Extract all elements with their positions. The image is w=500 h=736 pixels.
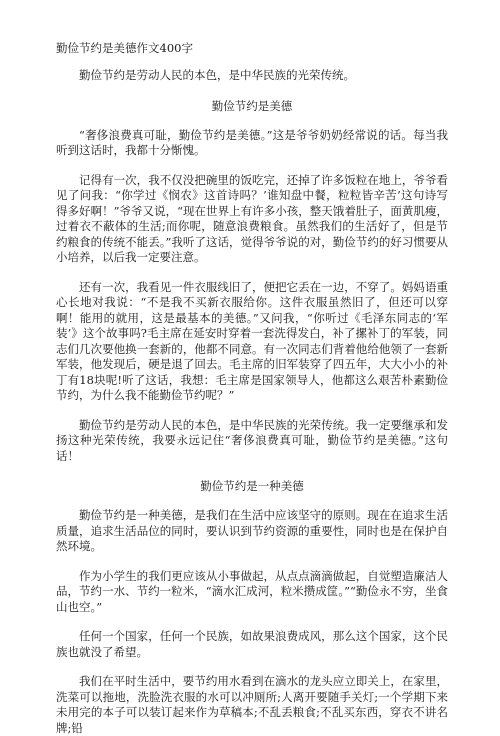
paragraph: 我们在平时生活中，要节约用水看到在滴水的龙头应立即关上，在家里，洗菜可以拖地，洗脸洗衣服的水可以冲厕所;人离开要随手关灯;一个学期下来未用完的本子可以装订起来作为草稿本;不乱丢粮食;不乱买东西，穿衣不讲名牌;铅: [56, 674, 448, 735]
paragraph: 勤俭节约是一种美德，是我们在生活中应该坚守的原则。现在在追求生活质量，追求生活品位的同时，要认识到节约资源的重要性，同时也是在保护自然环境。: [56, 508, 448, 553]
paragraph: 任何一个国家，任何一个民族，如故果浪费成风，那么这个国家，这个民族也就没了希望。: [56, 629, 448, 659]
document-title: 勤俭节约是美德作文400字: [56, 41, 193, 55]
paragraph: 勤俭节约是劳动人民的本色，是中华民族的光荣传统。: [79, 68, 355, 82]
paragraph: 还有一次，我看见一件衣服线旧了，便把它丢在一边，不穿了。妈妈语重心长地对我说：“不是我不买新衣服给你。这件衣服虽然旧了，但还可以穿啊！能用的就用，这是最基本的美德。”又问我，“你听过《毛泽东同志的‘军装’》这个故事吗?毛主席在延安时穿着一套洗得发白，补了摞补丁的军装，同志们几次要他换一套新的，他都不同意。有一次同志们背着他给他领了一套新军装，他发现后，硬是退了回去。毛主席的旧军装穿了四五年，大大小小的补丁有18块呢!听了这话，我想：毛主席是国家领导人，他都这么艰苦朴素勤俭节约，为什么我不能勤俭节约呢？”: [56, 279, 448, 402]
paragraph: 记得有一次，我不仅没把碗里的饭吃完，还掉了许多饭粒在地上，爷爷看见了问我：“你学过《悯农》这首诗吗？’谁知盘中餐，粒粒皆辛苦’这句诗写得多好啊！”爷爷又说，“现在世界上有许多小孩，整天饿着肚子，面黄肌瘦，过着衣不蔽体的生活;而你呢，随意浪费粮食。虽然我们的生活好了，但是节约粮食的传统不能丢。”我听了这话，觉得爷爷说的对，勤俭节约的好习惯要从小培养，以后我一定要注意。: [56, 172, 448, 264]
paragraph: “奢侈浪费真可耻，勤俭节约是美德。”这是爷爷奶奶经常说的话。每当我听到这话时，我都十分惭愧。: [56, 127, 448, 157]
section-heading: 勤俭节约是一种美德: [200, 479, 304, 493]
paragraph: 作为小学生的我们更应该从小事做起，从点点滴滴做起，自觉塑造廉洁人品，节约一水、节约一粒米，“滴水汇成河，粒米攒成筐。”“勤俭永不穷，坐食山也空。”: [56, 568, 448, 614]
section-heading: 勤俭节约是美德: [211, 98, 293, 113]
paragraph: 勤俭节约是劳动人民的本色，是中华民族的光荣传统。我一定要继承和发扬这种光荣传统，我要永远记住“奢侈浪费真可耻，勤俭节约是美德。”这句话！: [56, 417, 448, 463]
